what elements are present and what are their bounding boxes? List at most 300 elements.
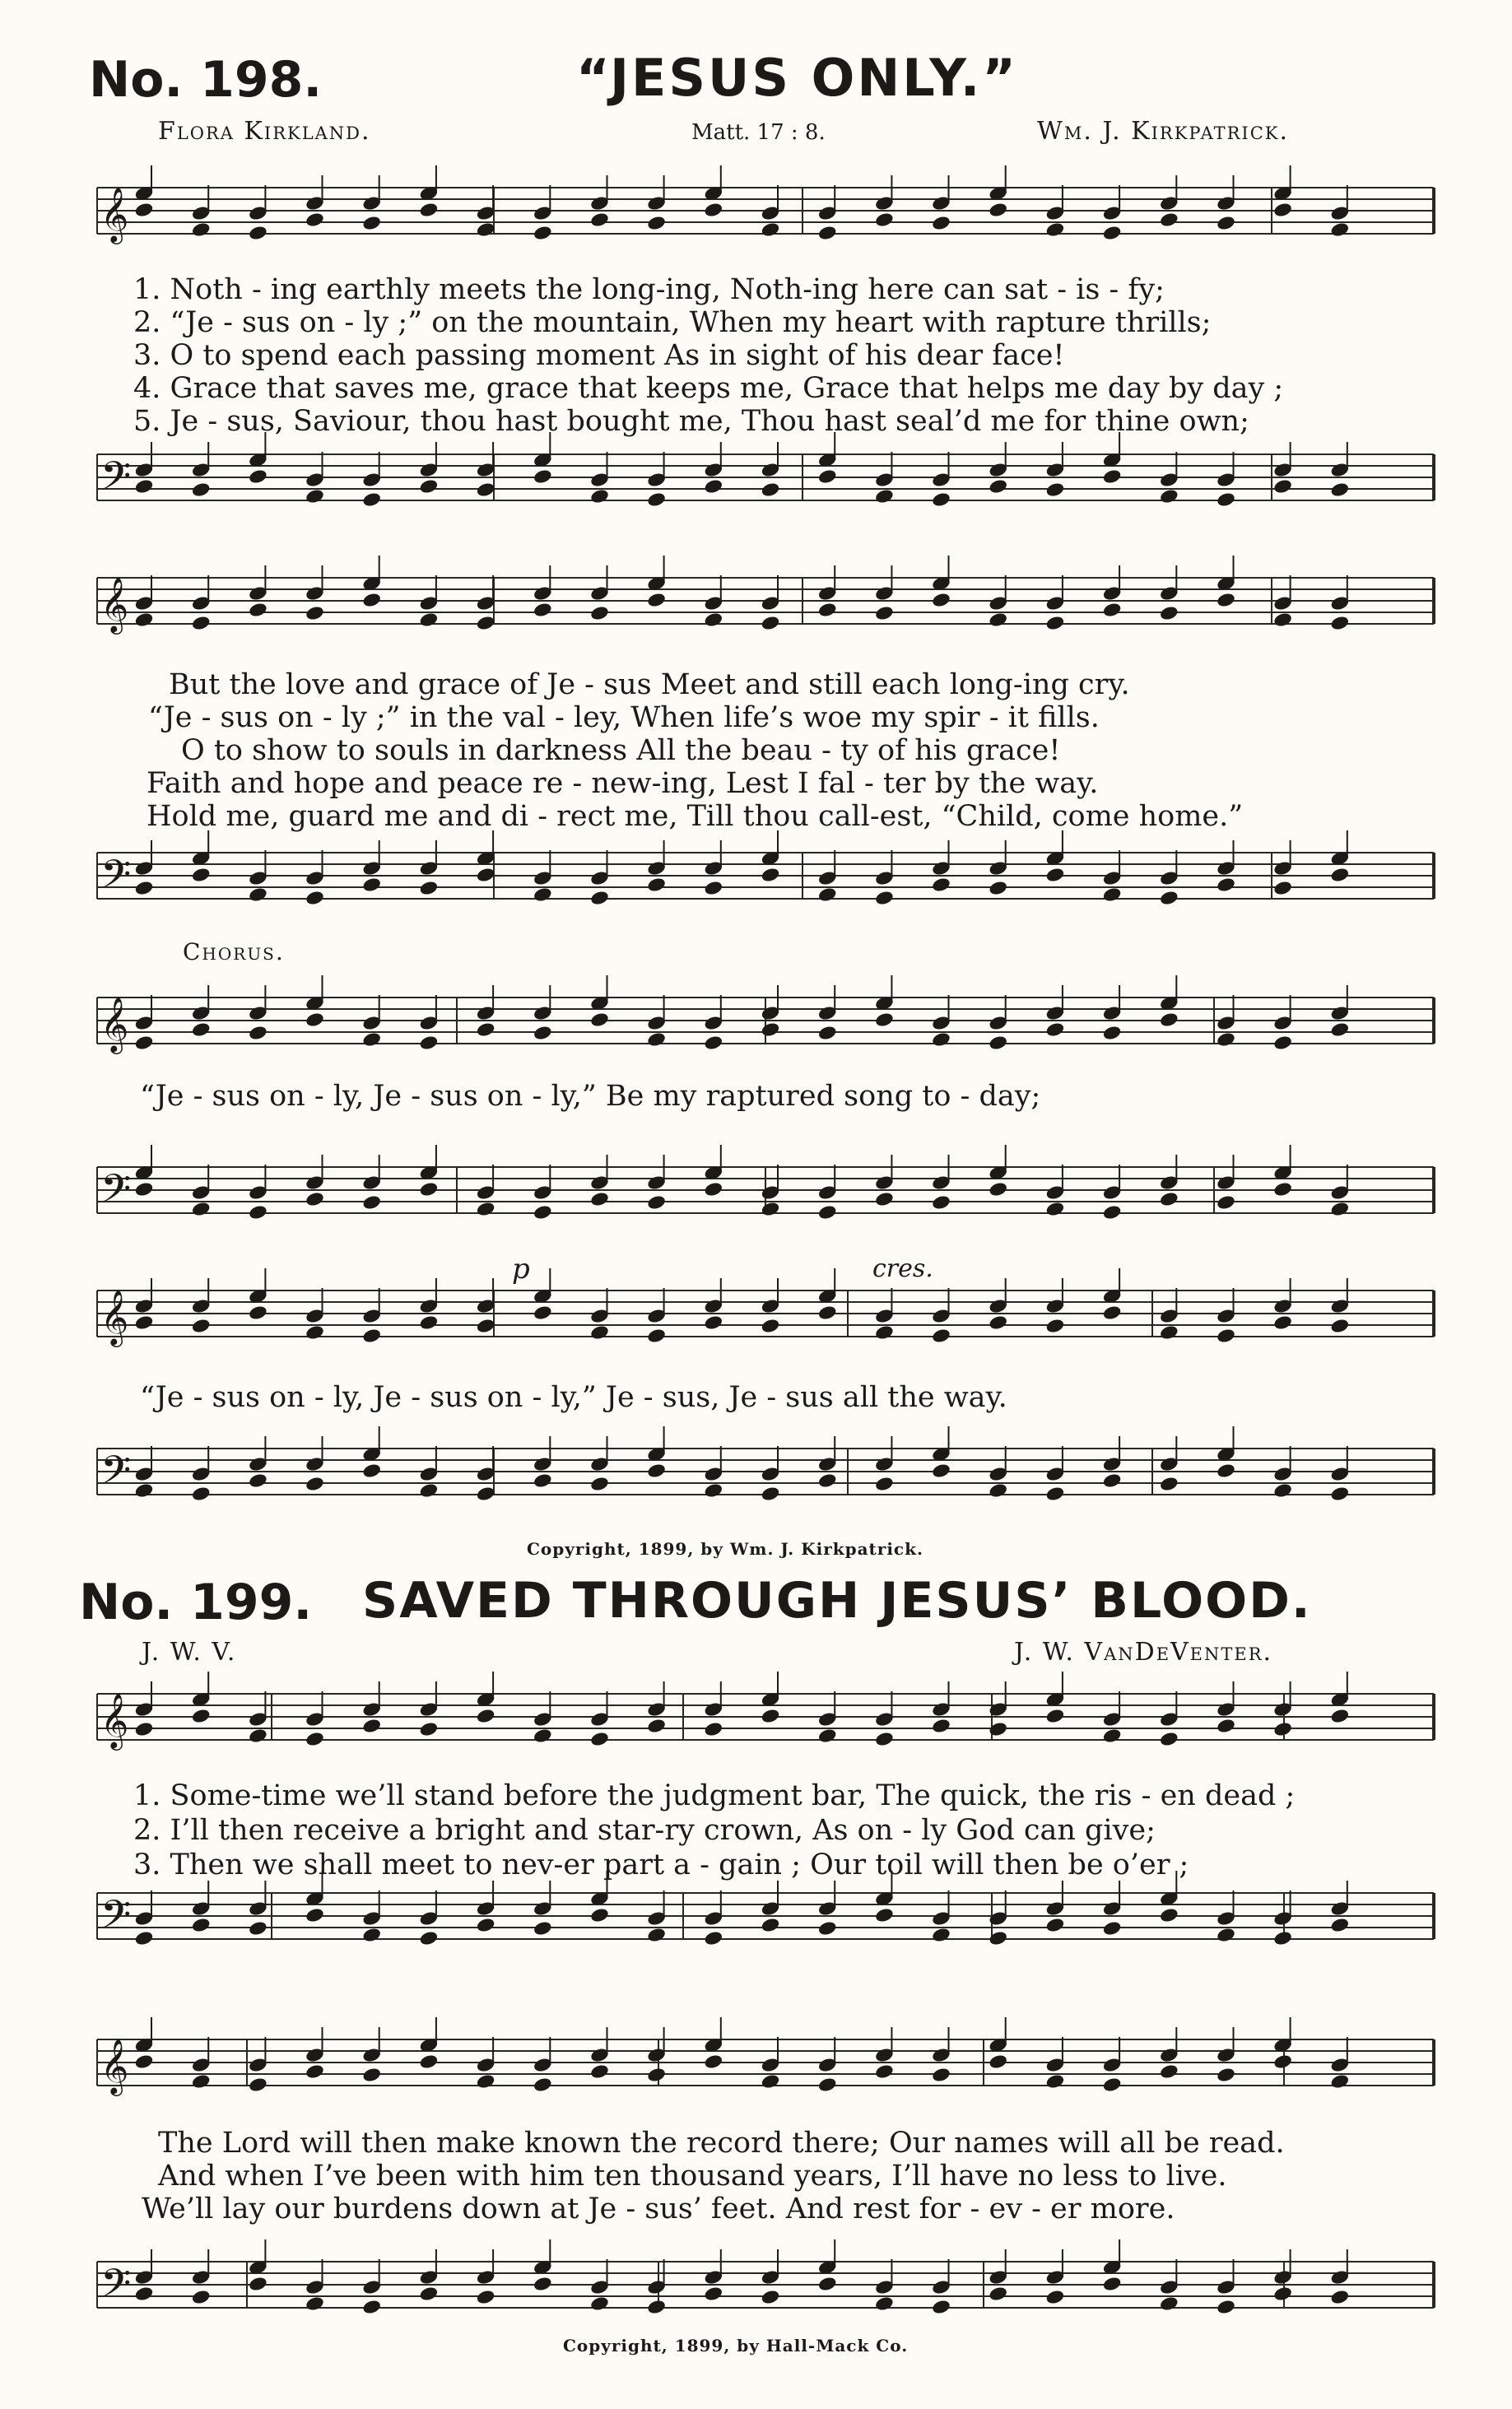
treble-clef-icon: 𝄞 <box>100 1289 129 1345</box>
hymn-199-verse-3a: 3. Then we shall meet to nev-er part a - gain ; Our toil will then be o’er ; <box>133 1849 1189 1881</box>
note-head <box>875 1012 894 1027</box>
hymn-199-author: J. W. V. <box>142 1638 237 1667</box>
note-head <box>1273 2053 1292 2069</box>
note-head <box>1330 1021 1349 1037</box>
note-head <box>704 1314 723 1330</box>
note-head <box>419 478 438 494</box>
note-head <box>704 1035 723 1050</box>
note-head <box>1045 1318 1064 1333</box>
note-head <box>134 2053 153 2069</box>
note-head <box>875 1324 894 1340</box>
note-head <box>875 1907 894 1923</box>
note-head <box>1045 615 1064 630</box>
note-head <box>590 1324 609 1340</box>
note-head <box>647 2299 666 2314</box>
hymn-198-chorus-line-2: “Je - sus on - ly, Je - sus on - ly,” Je - sus, Je - sus all the way. <box>140 1381 1007 1414</box>
note-head <box>419 880 438 895</box>
note-head <box>1330 1708 1349 1723</box>
hymn-198-chorus-line-1: “Je - sus on - ly, Je - sus on - ly,” Be my raptured song to - day; <box>140 1080 1041 1113</box>
note-head <box>761 615 779 630</box>
note-head <box>249 1728 268 1743</box>
note-head <box>249 1920 268 1936</box>
note-head <box>533 1728 552 1743</box>
note-head <box>1217 1031 1235 1047</box>
hymn-198-title: “JESUS ONLY.” <box>576 48 1018 108</box>
hymn-198-verse-2a: 2. “Je - sus on - ly ;” on the mountain, When my heart with rapture thrills; <box>133 306 1212 339</box>
note-head <box>362 1328 381 1343</box>
note-head <box>590 1012 609 1027</box>
note-head <box>1102 1472 1121 1488</box>
note-head <box>362 1718 381 1733</box>
note-head <box>305 605 324 621</box>
hymn-199-title: SAVED THROUGH JESUS’ BLOOD. <box>362 1572 1312 1630</box>
note-head <box>761 1486 779 1501</box>
note-head <box>1330 867 1349 882</box>
note-head <box>761 1917 779 1932</box>
hymn-199-verse-3b: We’ll lay our burdens down at Je - sus’ feet. And rest for - ev - er more. <box>142 2193 1175 2225</box>
note-head <box>818 1920 837 1936</box>
note-head <box>1160 890 1179 905</box>
note-head <box>192 1708 211 1723</box>
note-head <box>1045 1917 1064 1932</box>
note-head <box>1217 2067 1235 2082</box>
note-head <box>1160 212 1179 227</box>
note-head <box>419 202 438 217</box>
bass-clef-icon: 𝄢 <box>100 851 132 907</box>
note-head <box>704 1930 723 1946</box>
note-head <box>647 1463 666 1478</box>
note-head <box>590 1476 609 1491</box>
note-head <box>1102 886 1121 902</box>
note-head <box>362 491 381 507</box>
note-head <box>1102 1204 1121 1220</box>
bass-clef-icon: 𝄢 <box>100 453 132 509</box>
note-head <box>192 867 211 882</box>
note-head <box>875 890 894 905</box>
note-head <box>647 877 666 892</box>
note-head <box>1330 1486 1349 1501</box>
note-head <box>1160 1731 1179 1746</box>
note-head <box>989 1035 1007 1050</box>
treble-clef-icon: 𝄞 <box>100 186 129 242</box>
note-head <box>875 488 894 504</box>
note-head <box>1045 1708 1064 1723</box>
note-head <box>704 1181 723 1197</box>
note-head <box>1330 1201 1349 1216</box>
note-head <box>249 1472 268 1488</box>
note-head <box>818 602 837 617</box>
note-head <box>419 2053 438 2069</box>
note-head <box>533 2076 552 2092</box>
note-head <box>989 612 1007 627</box>
note-head <box>647 491 666 507</box>
note-head <box>761 221 779 237</box>
note-head <box>419 1314 438 1330</box>
note-head <box>476 1486 495 1501</box>
note-head <box>419 1035 438 1050</box>
chorus-label: Chorus. <box>183 938 285 965</box>
note-head <box>761 481 779 497</box>
note-head <box>647 1194 666 1210</box>
hymn-198-author: Flora Kirkland. <box>158 117 371 146</box>
note-head <box>875 1731 894 1746</box>
note-head <box>419 612 438 627</box>
note-head <box>305 1907 324 1923</box>
note-head <box>1045 2073 1064 2089</box>
hymn-199-verse-2a: 2. I’ll then receive a bright and star-ry crown, As on - ly God can give; <box>133 1814 1156 1847</box>
note-head <box>818 1025 837 1040</box>
note-head <box>590 1907 609 1923</box>
note-head <box>305 890 324 905</box>
note-head <box>1330 2289 1349 2304</box>
note-head <box>1330 1318 1349 1333</box>
note-head <box>875 2295 894 2311</box>
note-head <box>590 1731 609 1746</box>
note-head <box>476 615 495 630</box>
hymn-198-verse-3b: O to show to souls in darkness All the beau - ty of his grace! <box>181 734 1061 767</box>
note-head <box>590 2063 609 2079</box>
note-head <box>305 1731 324 1746</box>
note-head <box>1273 1035 1292 1050</box>
note-head <box>192 1318 211 1333</box>
note-head <box>134 612 153 627</box>
treble-clef-icon: 𝄞 <box>100 1692 129 1748</box>
hymn-198-verse-1b: But the love and grace of Je - sus Meet and still each long-ing cry. <box>169 668 1130 701</box>
note-head <box>1330 2073 1349 2089</box>
note-head <box>1102 2076 1121 2092</box>
note-head <box>875 605 894 621</box>
note-head <box>989 1181 1007 1197</box>
note-head <box>1102 2276 1121 2291</box>
note-head <box>362 2299 381 2314</box>
hymn-198-verse-1a: 1. Noth - ing earthly meets the long-ing, Noth-ing here can sat - is - fy; <box>133 273 1165 306</box>
bass-clef-icon: 𝄢 <box>100 1447 132 1503</box>
note-head <box>533 2276 552 2291</box>
note-head <box>647 1031 666 1047</box>
note-head <box>476 1021 495 1037</box>
note-head <box>1102 602 1121 617</box>
note-head <box>590 890 609 905</box>
note-head <box>192 1486 211 1501</box>
note-head <box>1160 1907 1179 1923</box>
note-head <box>305 212 324 227</box>
note-head <box>647 1927 666 1942</box>
note-head <box>1217 592 1235 607</box>
hymn-198-scripture-ref: Matt. 17 : 8. <box>691 120 826 145</box>
note-head <box>932 877 951 892</box>
note-head <box>1102 1920 1121 1936</box>
note-head <box>249 2076 268 2092</box>
hymn-199-verse-1b: The Lord will then make known the record there; Our names will all be read. <box>158 2127 1285 2160</box>
note-head <box>932 215 951 230</box>
note-head <box>761 2289 779 2304</box>
note-head <box>1273 880 1292 895</box>
note-head <box>761 1021 779 1037</box>
hymn-198-verse-3a: 3. O to spend each passing moment As in sight of his dear face! <box>133 339 1065 372</box>
note-head <box>134 202 153 217</box>
note-head <box>1330 221 1349 237</box>
note-head <box>533 1920 552 1936</box>
note-head <box>134 1930 153 1946</box>
note-head <box>1217 491 1235 507</box>
note-head <box>1045 1201 1064 1216</box>
note-head <box>1102 1025 1121 1040</box>
note-head <box>249 2276 268 2291</box>
note-head <box>533 1304 552 1320</box>
note-head <box>134 1181 153 1197</box>
note-head <box>192 1021 211 1037</box>
note-head <box>989 2286 1007 2301</box>
note-head <box>1102 468 1121 484</box>
dynamic-piano: p <box>512 1253 530 1286</box>
note-head <box>590 212 609 227</box>
note-head <box>1330 615 1349 630</box>
note-head <box>1217 1328 1235 1343</box>
note-head <box>1045 2289 1064 2304</box>
note-head <box>533 602 552 617</box>
note-head <box>249 1025 268 1040</box>
note-head <box>192 2073 211 2089</box>
note-head <box>818 1728 837 1743</box>
note-head <box>932 1194 951 1210</box>
bass-clef-icon: 𝄢 <box>100 2260 132 2316</box>
note-head <box>362 1463 381 1478</box>
note-head <box>1217 2299 1235 2314</box>
note-head <box>590 1191 609 1207</box>
note-head <box>533 1204 552 1220</box>
note-head <box>818 1204 837 1220</box>
note-head <box>875 1476 894 1491</box>
note-head <box>419 1482 438 1498</box>
hymn-198-verse-5b: Hold me, guard me and di - rect me, Till thou call-est, “Child, come home.” <box>147 800 1244 833</box>
note-head <box>761 1201 779 1216</box>
note-head <box>249 602 268 617</box>
note-head <box>134 1035 153 1050</box>
note-head <box>192 1201 211 1216</box>
hymn-199-copyright: Copyright, 1899, by Hall-Mack Co. <box>563 2336 909 2356</box>
note-head <box>1273 1930 1292 1946</box>
note-head <box>476 481 495 497</box>
note-head <box>1160 2295 1179 2311</box>
note-head <box>590 488 609 504</box>
note-head <box>134 1482 153 1498</box>
note-head <box>533 225 552 240</box>
note-head <box>362 592 381 607</box>
note-head <box>362 2067 381 2082</box>
note-head <box>476 2289 495 2304</box>
note-head <box>932 1328 951 1343</box>
note-head <box>192 2289 211 2304</box>
note-head <box>249 225 268 240</box>
note-head <box>818 225 837 240</box>
bass-clef-icon: 𝄢 <box>100 1891 132 1947</box>
note-head <box>362 1194 381 1210</box>
note-head <box>134 880 153 895</box>
note-head <box>476 221 495 237</box>
note-head <box>1217 1463 1235 1478</box>
note-head <box>476 1917 495 1932</box>
note-head <box>818 1304 837 1320</box>
note-head <box>818 886 837 902</box>
note-head <box>761 1318 779 1333</box>
note-head <box>761 867 779 882</box>
note-head <box>1160 2063 1179 2079</box>
note-head <box>1273 1181 1292 1197</box>
hymn-198-verse-4a: 4. Grace that saves me, grace that keeps me, Grace that helps me day by day ; <box>133 372 1284 405</box>
note-head <box>1160 1476 1179 1491</box>
note-head <box>875 212 894 227</box>
note-head <box>1045 867 1064 882</box>
hymn-198-number: No. 198. <box>89 51 323 109</box>
note-head <box>533 468 552 484</box>
note-head <box>704 612 723 627</box>
note-head <box>134 478 153 494</box>
note-head <box>875 2063 894 2079</box>
note-head <box>476 1201 495 1216</box>
note-head <box>704 1721 723 1737</box>
hymn-199-number: No. 199. <box>79 1574 313 1631</box>
note-head <box>305 2295 324 2311</box>
note-head <box>362 1927 381 1942</box>
note-head <box>647 592 666 607</box>
hymn-199-composer: J. W. VanDeVenter. <box>1014 1638 1273 1667</box>
note-head <box>932 1927 951 1942</box>
note-head <box>1273 1482 1292 1498</box>
note-head <box>476 1318 495 1333</box>
hymn-198-composer: Wm. J. Kirkpatrick. <box>1037 117 1290 146</box>
note-head <box>1330 481 1349 497</box>
note-head <box>134 2286 153 2301</box>
note-head <box>647 1718 666 1733</box>
note-head <box>192 481 211 497</box>
note-head <box>134 1314 153 1330</box>
note-head <box>1102 225 1121 240</box>
note-head <box>761 2073 779 2089</box>
note-head <box>476 2073 495 2089</box>
note-head <box>1217 1927 1235 1942</box>
note-head <box>305 1476 324 1491</box>
note-head <box>818 2076 837 2092</box>
note-head <box>362 215 381 230</box>
note-head <box>932 1031 951 1047</box>
note-head <box>192 1917 211 1932</box>
note-head <box>419 1930 438 1946</box>
note-head <box>1160 488 1179 504</box>
note-head <box>1273 612 1292 627</box>
treble-clef-icon: 𝄞 <box>100 576 129 632</box>
note-head <box>192 221 211 237</box>
note-head <box>249 1304 268 1320</box>
note-head <box>647 1328 666 1343</box>
note-head <box>305 1191 324 1207</box>
note-head <box>647 215 666 230</box>
note-head <box>1273 202 1292 217</box>
note-head <box>1217 1718 1235 1733</box>
note-head <box>419 1721 438 1737</box>
note-head <box>476 867 495 882</box>
note-head <box>192 615 211 630</box>
note-head <box>533 886 552 902</box>
note-head <box>590 605 609 621</box>
note-head <box>1102 1728 1121 1743</box>
note-head <box>932 2299 951 2314</box>
note-head <box>704 880 723 895</box>
note-head <box>1045 481 1064 497</box>
note-head <box>1330 1917 1349 1932</box>
note-head <box>761 1708 779 1723</box>
note-head <box>704 1482 723 1498</box>
note-head <box>1045 221 1064 237</box>
note-head <box>533 1472 552 1488</box>
note-head <box>818 468 837 484</box>
note-head <box>305 1012 324 1027</box>
note-head <box>362 877 381 892</box>
note-head <box>989 1482 1007 1498</box>
note-head <box>419 2286 438 2301</box>
note-head <box>932 1718 951 1733</box>
note-head <box>704 2053 723 2069</box>
note-head <box>932 491 951 507</box>
note-head <box>1273 478 1292 494</box>
note-head <box>647 2067 666 2082</box>
note-head <box>1217 215 1235 230</box>
note-head <box>249 1204 268 1220</box>
note-head <box>1273 1721 1292 1737</box>
note-head <box>818 2276 837 2291</box>
note-head <box>1160 1012 1179 1027</box>
note-head <box>818 1472 837 1488</box>
dynamic-crescendo: cres. <box>872 1254 933 1283</box>
note-head <box>249 886 268 902</box>
note-head <box>362 1031 381 1047</box>
hymn-198-verse-4b: Faith and hope and peace re - new-ing, Lest I fal - ter by the way. <box>147 767 1099 800</box>
note-head <box>1102 1304 1121 1320</box>
note-head <box>704 202 723 217</box>
note-head <box>1045 1486 1064 1501</box>
note-head <box>1273 2286 1292 2301</box>
treble-clef-icon: 𝄞 <box>100 996 129 1052</box>
note-head <box>476 1708 495 1723</box>
note-head <box>305 1324 324 1340</box>
note-head <box>704 2286 723 2301</box>
hymn-198-verse-5a: 5. Je - sus, Saviour, thou hast bought me, Thou hast seal’d me for thine own; <box>133 405 1249 438</box>
note-head <box>1160 1324 1179 1340</box>
hymn-198-verse-2b: “Je - sus on - ly ;” in the val - ley, When life’s woe my spir - it fills. <box>148 701 1100 734</box>
note-head <box>419 1181 438 1197</box>
note-head <box>533 1025 552 1040</box>
note-head <box>875 1191 894 1207</box>
note-head <box>1217 1194 1235 1210</box>
note-head <box>1273 1314 1292 1330</box>
note-head <box>989 2053 1007 2069</box>
note-head <box>989 1314 1007 1330</box>
hymn-198-copyright: Copyright, 1899, by Wm. J. Kirkpatrick. <box>527 1539 923 1559</box>
note-head <box>989 880 1007 895</box>
note-head <box>1217 877 1235 892</box>
note-head <box>1160 1191 1179 1207</box>
note-head <box>134 1721 153 1737</box>
hymn-199-verse-1a: 1. Some-time we’ll stand before the judgment bar, The quick, the ris - en dead ; <box>133 1779 1296 1812</box>
note-head <box>989 202 1007 217</box>
note-head <box>932 1463 951 1478</box>
hymn-199-verse-2b: And when I’ve been with him ten thousand years, I’ll have no less to live. <box>158 2160 1227 2193</box>
note-head <box>305 2063 324 2079</box>
note-head <box>249 468 268 484</box>
note-head <box>932 2067 951 2082</box>
treble-clef-icon: 𝄞 <box>100 2038 129 2094</box>
note-head <box>1045 1021 1064 1037</box>
note-head <box>590 2295 609 2311</box>
